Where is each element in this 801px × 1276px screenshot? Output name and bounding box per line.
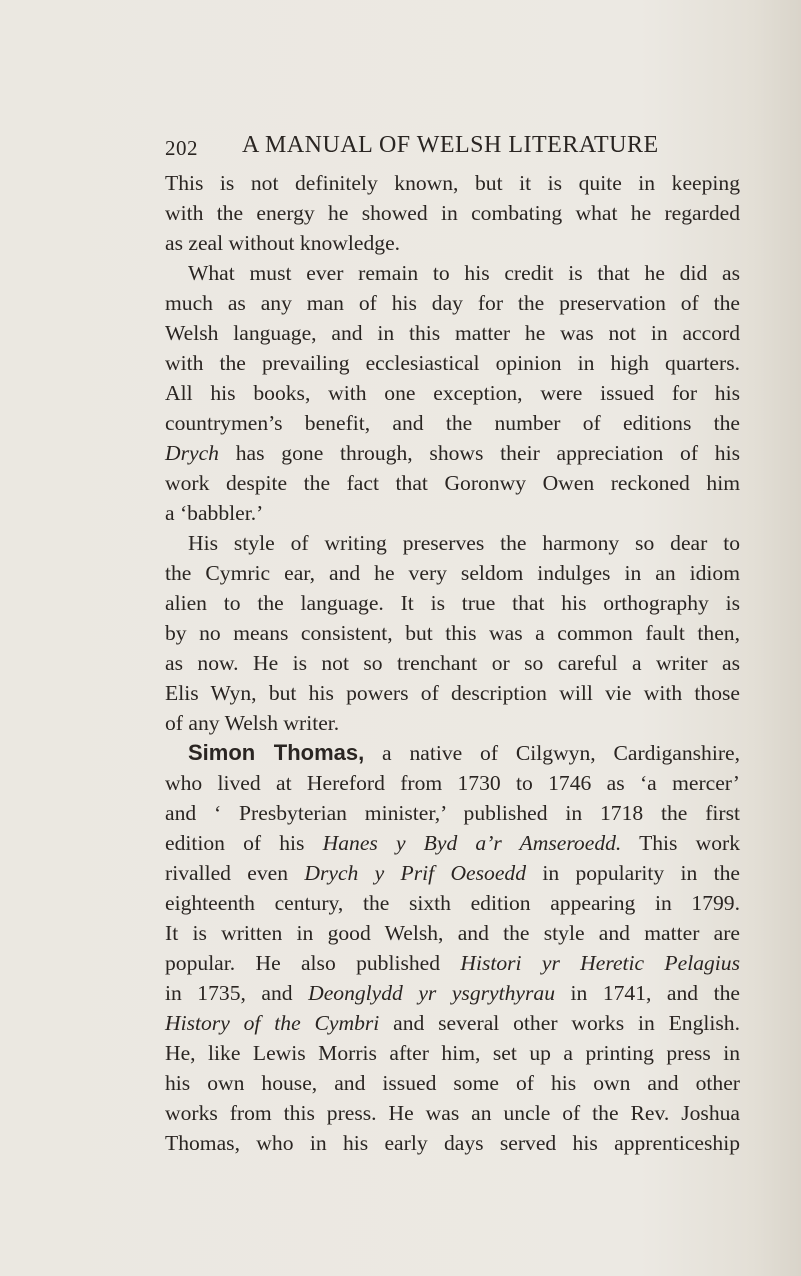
text-segment: work despite the fact that Goronwy Owen reckoned him <box>165 471 740 495</box>
italic-title: Hanes y Byd a’r Amseroedd. <box>322 831 622 855</box>
page-header <box>165 132 740 162</box>
text-segment: This work <box>621 831 740 855</box>
text-segment: Elis Wyn, but his powers of description will vie with those <box>165 681 740 705</box>
text-segment: rivalled even <box>165 861 305 885</box>
text-segment: with the prevailing ecclesiastical opinion in high quarters. <box>165 351 740 375</box>
text-segment: and ‘ Presbyterian minister,’ published in 1718 the first <box>165 801 740 825</box>
text-line <box>165 378 740 408</box>
text-line <box>165 768 740 798</box>
text-line <box>165 258 740 288</box>
text-segment: It is written in good Welsh, and the style and matter are <box>165 921 740 945</box>
text-line <box>165 228 740 258</box>
text-line <box>165 708 740 738</box>
text-line <box>165 858 740 888</box>
text-segment: eighteenth century, the sixth edition appearing in 1799. <box>165 891 740 915</box>
text-line <box>165 1098 740 1128</box>
text-line <box>165 198 740 228</box>
text-segment: alien to the language. It is true that his orthography is <box>165 591 740 615</box>
text-line <box>165 948 740 978</box>
text-line <box>165 348 740 378</box>
text-line <box>165 468 740 498</box>
text-segment: and several other works in English. <box>379 1011 740 1035</box>
text-segment: in popularity in the <box>526 861 741 885</box>
text-line <box>165 738 740 768</box>
text-segment: much as any man of his day for the preservation of the <box>165 291 740 315</box>
text-line <box>165 798 740 828</box>
text-line <box>165 1008 740 1038</box>
text-segment: countrymen’s benefit, and the number of editions the <box>165 411 740 435</box>
text-line <box>165 288 740 318</box>
text-segment: His style of writing preserves the harmony so dear to <box>188 531 740 555</box>
text-segment: works from this press. He was an uncle of the Rev. Joshua <box>165 1101 740 1125</box>
text-line <box>165 558 740 588</box>
text-segment: a native of Cilgwyn, Cardiganshire, <box>364 741 741 765</box>
text-line <box>165 168 740 198</box>
text-segment: He, like Lewis Morris after him, set up a printing press in <box>165 1041 740 1065</box>
text-segment: by no means consistent, but this was a common fault then, <box>165 621 740 645</box>
text-line <box>165 588 740 618</box>
text-line <box>165 978 740 1008</box>
text-segment: popular. He also published <box>165 951 461 975</box>
entry-name-heading: Simon Thomas, <box>188 740 365 765</box>
text-line <box>165 498 740 528</box>
text-segment: with the energy he showed in combating what he regarded <box>165 201 740 225</box>
italic-title: Histori yr Heretic Pelagius <box>460 951 740 975</box>
text-segment: All his books, with one exception, were issued for his <box>165 381 740 405</box>
text-line <box>165 828 740 858</box>
text-segment: as now. He is not so trenchant or so careful a writer as <box>165 651 740 675</box>
page-number: 202 <box>165 136 198 160</box>
text-segment: his own house, and issued some of his own and other <box>165 1071 740 1095</box>
italic-title: History of the Cymbri <box>165 1011 380 1035</box>
italic-title: Drych <box>165 441 219 465</box>
text-line <box>165 648 740 678</box>
text-segment: who lived at Hereford from 1730 to 1746 as ‘a mercer’ <box>165 771 740 795</box>
body-text <box>165 168 740 1158</box>
text-segment: Thomas, who in his early days served his apprenticeship <box>165 1131 740 1155</box>
text-line <box>165 528 740 558</box>
text-line <box>165 1068 740 1098</box>
running-title: A MANUAL OF WELSH LITERATURE <box>242 132 659 158</box>
text-line <box>165 918 740 948</box>
text-line <box>165 408 740 438</box>
text-segment: a ‘babbler.’ <box>165 501 264 525</box>
text-segment: in 1741, and the <box>555 981 740 1005</box>
text-segment: edition of his <box>165 831 323 855</box>
italic-title: Drych y Prif Oesoedd <box>304 861 527 885</box>
text-line <box>165 1128 740 1158</box>
text-line <box>165 1038 740 1068</box>
text-line <box>165 318 740 348</box>
text-segment: has gone through, shows their appreciation of his <box>218 441 740 465</box>
text-segment: of any Welsh writer. <box>165 711 340 735</box>
text-segment: Welsh language, and in this matter he was not in accord <box>165 321 740 345</box>
text-line <box>165 438 740 468</box>
text-segment: This is not definitely known, but it is quite in keeping <box>165 171 740 195</box>
text-segment: the Cymric ear, and he very seldom indulges in an idiom <box>165 561 740 585</box>
text-segment: in 1735, and <box>165 981 309 1005</box>
text-line <box>165 618 740 648</box>
italic-title: Deonglydd yr ysgrythyrau <box>308 981 555 1005</box>
text-line <box>165 888 740 918</box>
text-line <box>165 678 740 708</box>
text-segment: What must ever remain to his credit is that he did as <box>188 261 740 285</box>
text-segment: as zeal without knowledge. <box>165 231 401 255</box>
